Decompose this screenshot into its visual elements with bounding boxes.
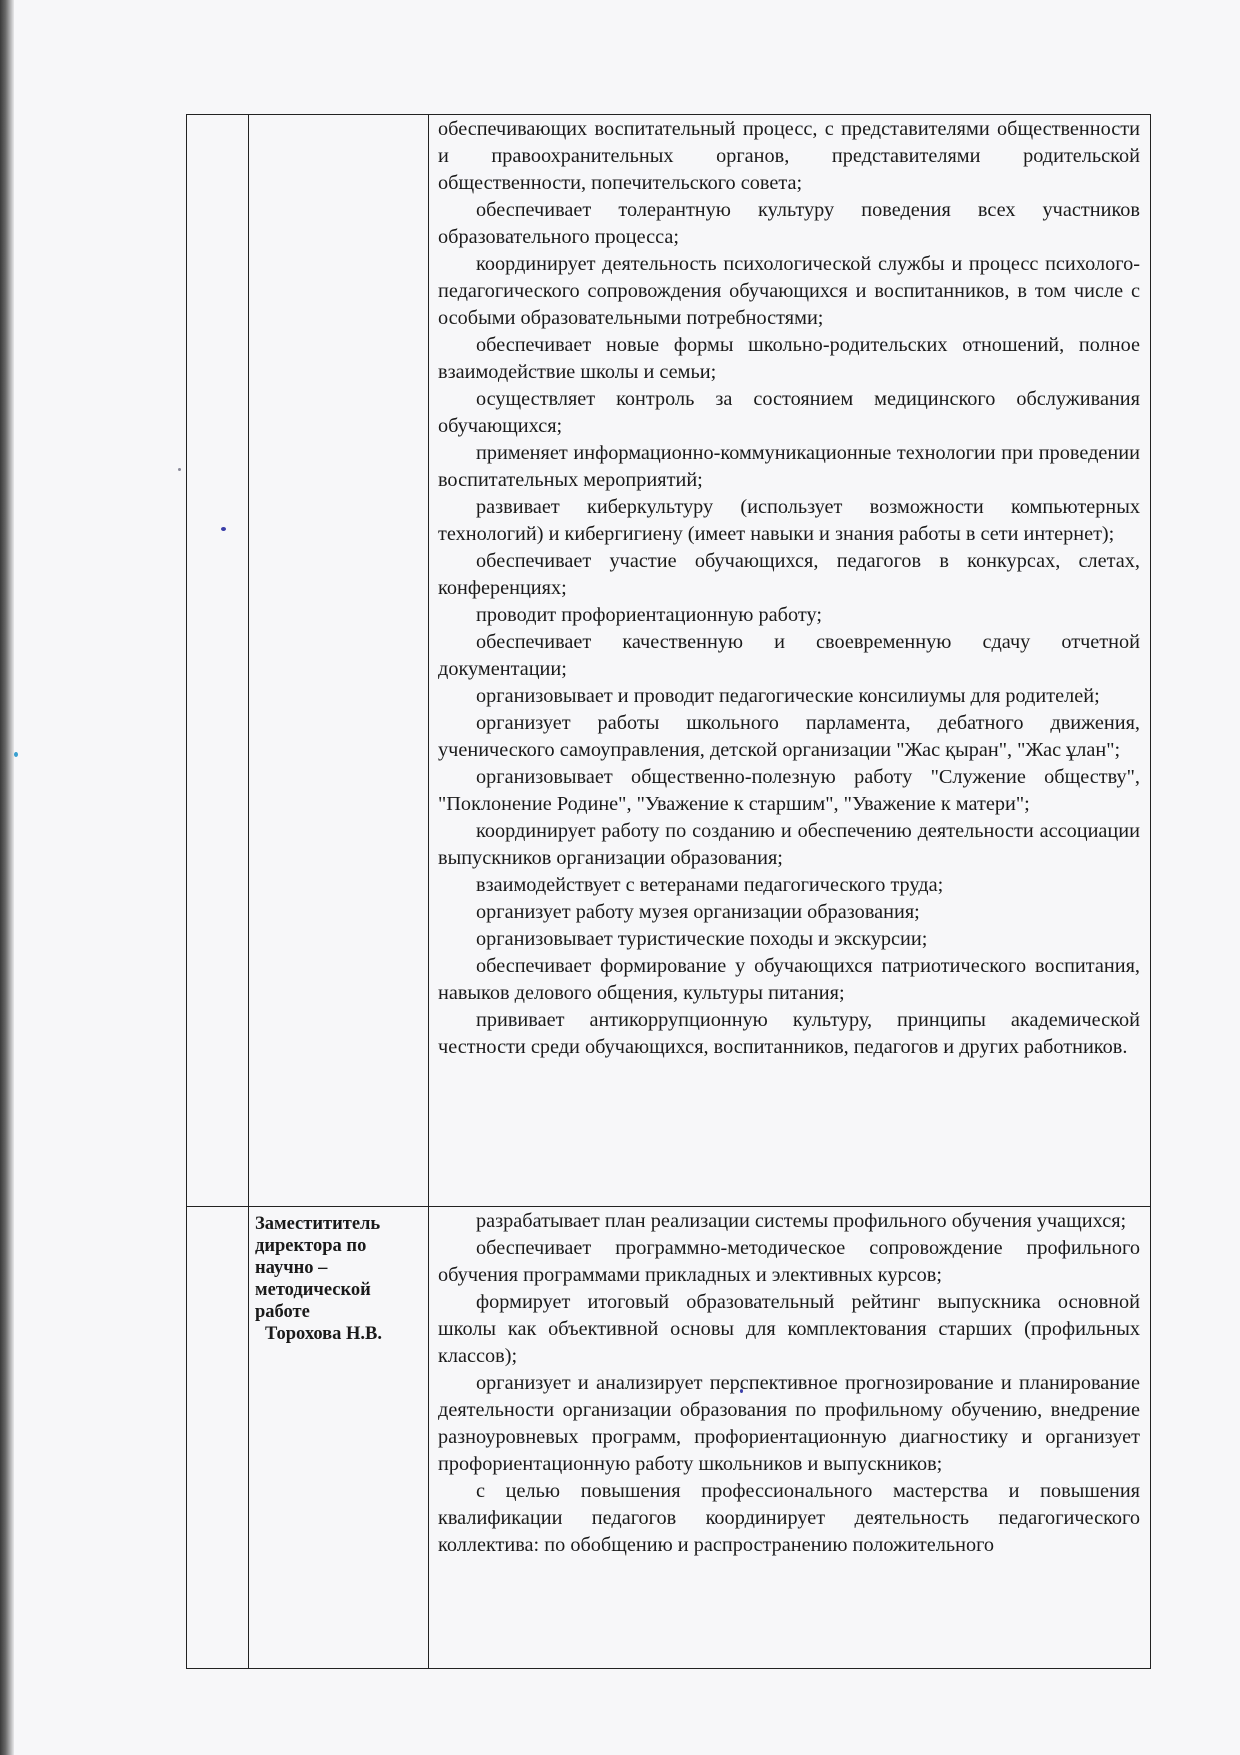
duty-item: осуществляет контроль за состоянием медицинского обслуживания обучающихся;: [438, 388, 1140, 437]
table-row: [187, 1207, 1151, 1669]
duty-item: взаимодействует с ветеранами педагогического труда;: [476, 874, 944, 896]
duty-item: координирует работу по созданию и обеспечению деятельности ассоциации выпускников организации образования;: [438, 820, 1140, 869]
position-label: [249, 1207, 428, 1345]
duty-item: организовывает общественно-полезную работу "Служение обществу", "Поклонение Родине", "Уважение к старшим", "Уважение к матери";: [438, 766, 1140, 815]
ink-speck: [178, 468, 181, 471]
duty-item: применяет информационно-коммуникационные технологии при проведении воспитательных мероприятий;: [438, 442, 1140, 491]
table-row: [187, 115, 1151, 1207]
scan-border: [0, 0, 14, 1755]
duty-item: обеспечивает формирование у обучающихся патриотического воспитания, навыков делового общения, культуры питания;: [438, 955, 1140, 1004]
duties-table: [186, 114, 1151, 1669]
duty-item: проводит профориентационную работу;: [476, 604, 822, 626]
duty-item: координирует деятельность психологической службы и процесс психолого-педагогического сопровождения обучающихся и воспитанников, в том числе с особыми образовательными потребностями;: [438, 253, 1140, 329]
duties-list: [429, 115, 1150, 1061]
ink-speck: [14, 752, 18, 757]
duty-item: с целью повышения профессионального мастерства и повышения квалификации педагогов координирует деятельность педагогического коллектива: по обобщению и распространению положительного: [438, 1480, 1140, 1556]
position-cell: [249, 115, 429, 1207]
duties-list: [429, 1207, 1150, 1559]
number-cell: [187, 1207, 249, 1669]
person-name: Торохова Н.В.: [265, 1324, 383, 1344]
duty-item: обеспечивает качественную и своевременную сдачу отчетной документации;: [438, 631, 1140, 680]
position-cell: [249, 1207, 429, 1669]
position-title: Заместититель директора по научно – методической работе: [255, 1214, 381, 1322]
duty-item: формирует итоговый образовательный рейтинг выпускника основной школы как объективной основы для комплектования старших (профильных классов);: [438, 1291, 1140, 1367]
duty-item: прививает антикоррупционную культуру, принципы академической честности среди обучающихся, воспитанников, педагогов и других работников.: [438, 1009, 1140, 1058]
duty-item: обеспечивает программно-методическое сопровождение профильного обучения программами прикладных и элективных курсов;: [438, 1237, 1140, 1286]
duty-item: разрабатывает план реализации системы профильного обучения учащихся;: [476, 1210, 1127, 1232]
duty-item: обеспечивающих воспитательный процесс, с представителями общественности и правоохранительных органов, представителями родительской общественности, попечительского совета;: [438, 118, 1140, 194]
duty-item: обеспечивает участие обучающихся, педагогов в конкурсах, слетах, конференциях;: [438, 550, 1140, 599]
duty-item: организует и анализирует перспективное прогнозирование и планирование деятельности организации образования по профильному обучению, внедрение разноуровневых программ, профориентационную диагностику и организует профориентационную работу школьников и выпускников;: [438, 1372, 1140, 1475]
duty-item: организует работы школьного парламента, дебатного движения, ученического самоуправления, детской организации "Жас қыран", "Жас ұлан";: [438, 712, 1140, 761]
duties-cell: [429, 1207, 1151, 1669]
duty-item: организовывает и проводит педагогические консилиумы для родителей;: [476, 685, 1100, 707]
duty-item: организовывает туристические походы и экскурсии;: [476, 928, 928, 950]
duty-item: развивает киберкультуру (использует возможности компьютерных технологий) и кибергигиену (имеет навыки и знания работы в сети интернет);: [438, 496, 1140, 545]
duties-cell: [429, 115, 1151, 1207]
duty-item: организует работу музея организации образования;: [476, 901, 920, 923]
number-cell: [187, 115, 249, 1207]
duty-item: обеспечивает новые формы школьно-родительских отношений, полное взаимодействие школы и семьи;: [438, 334, 1140, 383]
duty-item: обеспечивает толерантную культуру поведения всех участников образовательного процесса;: [438, 199, 1140, 248]
